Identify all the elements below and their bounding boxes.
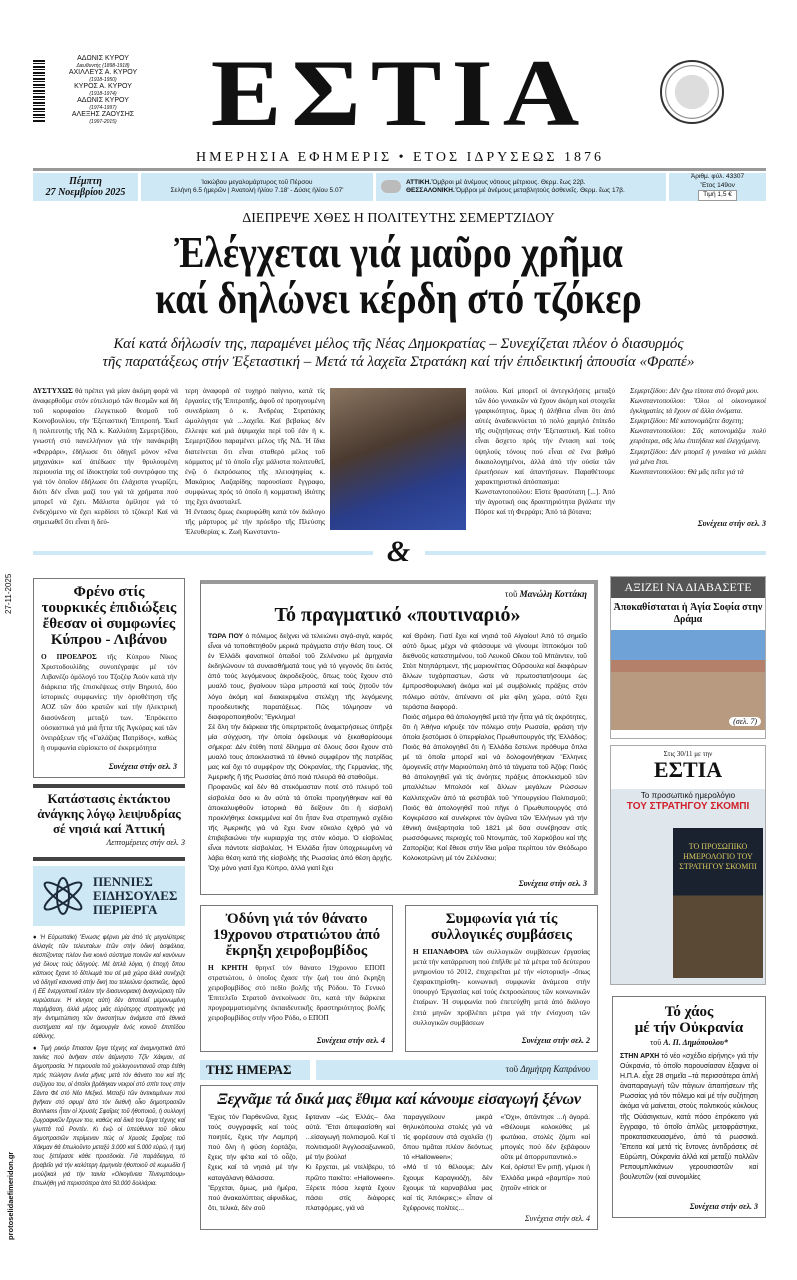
ampersand-separator: & [386,535,411,568]
day-column-article: Ξεχνᾶμε τά δικά μας ἔθιμα καί κάνουμε εἰσαγωγή ξένων Ἔχεις τόν Παρθενῶνα, ἔχεις τούς συγγραφεῖς καί τούς ποιητές, ἔχεις τήν Λαμπρή πού ὅλη ἡ φύση ἑορτάζει, ἔχεις τήν φέτα καί τό οὖζο, ἔχεις καί τά νησιά μέ τήν καταγάλανη θάλασσα. Ἔρχεται, ὅμως, μιά ἡμέρα, πού ἀνακαλύπτεις αἰφνιδίως, ὅτι, τελικά, δέν σοῦ ἔφταναν –ὡς Ἑλλάς– ὅλα αὐτά. Ἔτσι ἀπεφασίσθη καί ...εἰσαγωγή πολιτισμοῦ. Καί τί πολιτισμοῦ! Ἀγγλοσαξωνικοῦ, μέ τήν βούλα! Κι ἔρχεται, μέ ντελίβερυ, τό πρῶτο πακέτο: «Halloween». Ξέρετε πόσα λεφτά ἔχουν πάσει στίς διάφορες πλατφόρμες, γιά νά παραγγείλουν μικρά θηλυκόπουλα στολές γιά νά τίς φορέσουν στά σχολεῖα (!) ὅπου τιμᾶται πλέον δεόντως τό «Halloween»; «Μά τί τό θέλουμε; Δέν ἔχουμε Καραγκιόζη, δέν ἔχουμε τά καρναβάλια μας καί τίς Ἀπόκριες;» εἶπαν οἱ ἔχέφρονες πολίτες... «Ὄχι», ἀπάντησε ...ἡ ἀγορά. «Θέλουμε κολοκύθες μέ φωτάκια, στολές ζόμπι καί μπογιές πού δέν ξεβάφουν οὔτε μέ ἀπορρυπαντικό.» Καί, ὁρίστε! Ἐν ριπῇ, γέμισε ἡ Ἑλλάδα μικρά «βαμπίρ» πού ζητοῦν «trick or Συνέχεια στήν σελ. 4 [200,1085,598,1230]
book-cover: ΤΟ ΠΡΟΣΩΠΙΚΟ ΗΜΕΡΟΛΟΓΙΟ ΤΟΥ ΣΤΡΑΤΗΓΟΥ ΣΚΟΜΠΙ [673,828,763,978]
kottakis-article: τοῦ Μανώλη Κοττάκη Τό πραγματικό «πουτιναριό» ΤΩΡΑ ΠΟΥ ὁ πόλεμος δείχνει νά τελειώνει σιγά-σιγά, καιρός εἶναι νά τοποθετηθοῦν μερικά πράγματα στήν θέση τους. Οἱ ἐν Ἑλλάδι φανατικοί ὀπαδοί τοῦ Ζελένσκυ μέ ἀμηχανία ἐκδηλώνουν τά συναισθήματά τους γιά τό γεγονός ὅτι ἐκτός ἀπό τούς λεγόμενους ἀκροδεξιούς, ὅπως τούς ἔχουν στό μυαλό τους, βγαίνουν τώρα μπροστά καί τούς ζητοῦν τόν λόγο ἀκόμη καί διακεκριμένα στελέχη τῆς λεγόμενης προοδευτικῆς παρατάξεως. Πῶς τόλμησαν νά διαφοροποιηθοῦν; Ἔγκλημα! Σέ ὅλη τήν διάρκεια τῆς ὑπερτριετοῦς ἀναμετρήσεως ὑπῆρξε μία σύγχυση, τήν ὁποία ὀφείλουμε νά ξεκαθαρίσουμε σήμερα: Δέν ἐτέθη ποτέ δίλημμα σέ ὅλους ὅσοι ἔχουν στό μυαλό τους ἀποκλειστικά τό ἐθνικό συμφέρον τῆς πατρίδας μας καί ὄχι τό συμφέρον τῆς Οὐκρανίας, τῆς Γερμανίας, τῆς Ἀμερικῆς ἤ τῆς Ρωσσίας ἀπό ποιά πλευρά θά σταθοῦμε. Προφανῶς καί δέν θά στεκόμασταν ποτέ στό πλευρό τοῦ εἰσβολέα ὅσο κι ἄν αὐτά τά ὁποῖα προηγήθηκαν καί θά ἀποκαλυφθοῦν ἱστορικά θά δείξουν ὅτι ἡ εἰσβολή προκλήθηκε ἐσκεμμένα καί ὅτι ἦταν ἕνα στρατηγικό σχέδιο τῆς Ἀμερικῆς γιά νά ἔχει ἕναν εὔκολο ἐχθρό γιά νά ἐπιβεβαιώνει τήν κυριαρχία της στόν κόσμο. Ὁ εἰσβολέας εἶναι πάντοτε εἰσβολέας. Ἡ Ἑλλάδα ἦταν ὑποχρεωμένη νά λάβει θέση κατά τῆς εἰσβολῆς τῆς Ρωσσίας ἀπό θέση ἀρχῆς. Ὄχι μόνο γιατί ἔχει Κύπρο, ἀλλά γιατί ἔχει καί Θράκη. Γιατί ἔχει καί νησιά τοῦ Αἰγαίου! Ἀπό τό σημεῖο αὐτό ὅμως μέχρι νά φτάσουμε νά γίνουμε ἱπποκόμοι τοῦ διεθνοῦς κατεστημένου, τοῦ Λευκοῦ Οἴκου τοῦ Μπάιντεν, τοῦ Στέιτ Ντηπάρτμεντ, τῆς μαριονέττας Οὔρσουλα καί διαφόρων ἄλλων τυχάρπαστων, ὥστε νά πρωτοστατήσουμε ὡς ἐμπροσθοφυλακή ἀκόμα καί μέ συμβολικές πράξεις στόν πόλεμο αὐτόν, ἀπέναντι σέ μία φίλη χώρα, αὐτό ἔχει τεράστια διαφορά. Ποιός σήμερα θά ἀπολογηθεῖ μετά τήν ἧττα γιά τίς ἀκρότητες, ὅτι ἡ Ἀθήνα κήρυξε τόν πόλεμο στήν Ρωσσία, φράση τήν ὁποία ξεστόμισε ὁ ὑπερφίαλος Πρωθυπουργός τῆς Ἑλλάδος; Ποιός θά ἀπολογηθεῖ ὅτι ἡ Ἑλλάδα ἔστελνε πρόθυμα ὅπλα μέ τά ὁποῖα μπορεῖ καί νά δολοφονήθηκαν Ἕλληνες ὁμογενεῖς στήν Μαριούπολη ἀπό τά τάγματα τοῦ Ἀζόφ; Ποιός θά ἀπολογηθεῖ γιά τίς ἀνόητες πράξεις ἀποκλεισμοῦ τῶν μπαλλέτων Μπολσόι καί ἄλλων μεγάλων Ρώσσων Καλλιτεχνῶν ἀπό τά φεστιβάλ τοῦ Ὑπουργείου Πολιτισμοῦ; Ποιός θά ἀπολογηθεῖ πού πῆγε ὁ Πρωθυπουργός στό Κογκρέσσο καί συνέκρινε τόν ἀγῶνα τῶν Ἑλλήνων γιά τήν ἐθνική ἀνεξαρτησία τοῦ 1821 μέ ὅσα συνέβησαν στίς ρωσσόφωνες περιοχές τοῦ Ντονμπάς, τοῦ Χαρκόβου καί τῆς Ζαπορίζια; Καί ἔθεσε στήν ἴδια μοῖρα περίπου τόν Θεόδωρο Κολοκοτρώνη μέ τόν Ζελένσκυ; Συνέχεια στήν σελ. 3 [200,580,598,895]
barcode [33,60,45,122]
cyprus-article: Φρένο στίς τουρκικές ἐπιδιώξεις ἔθεσαν οἱ συμφωνίες Κύπρου - Λιβάνου Ο ΠΡΟΕΔΡΟΣ τῆς Κύπρου Νίκος Χριστοδουλίδης συνυπέγραψε μέ τόν Λιβανέζο ὁμόλογό του Τζοζέφ Ἀούν κατά τήν διάρκεια τῆς ἐπισκέψεως στήν Βηρυτό, δύο ἱστορικές συμφωνίες: τήν ὁριοθέτηση τῆς ΑΟΖ τῶν δύο κρατῶν καί τήν ἠλεκτρική διασύνδεση μεταξύ των. Ἐπρόκειτο οὐσιαστικά γιά μιά ἧττα τῆς Ἀγκύρας καί τῶν ὀνειράξεων τῆς «Γαλάζιας Πατρίδος», καθώς ἡ συμφωνία εὑρίσκετο σέ ἐκκρεμότητα Συνέχεια στήν σελ. 3 [33,578,185,778]
saint-of-day: Ἰακώβου μεγαλομάρτυρος τοῦ Πέρσου Σελήνη 6.5 ἡμερῶν | Ἀνατολή ἡλίου 7.18' - Δύσις ἡλίου 5.07' [141,173,373,201]
price: Τιμή 1,5 € [698,190,737,201]
issue-info: Ἀριθμ. φύλ. 43307 Ἔτος 149ον Τιμή 1,5 € [669,173,766,201]
newspaper-title: ΕΣΤΙΑ [210,40,590,146]
lead-col-1: ΔΥΣΤΥΧΩΣ θά πρέπει γιά μίαν ἀκόμη φορά νά ἀναφερθοῦμε στόν εὐτελισμό τῶν θεσμῶν καί δή τοῦ κορυφαίου ἐλεγκτικοῦ θεσμοῦ τοῦ Κοινοβουλίου, τήν Ἐξεταστική Ἐπιτροπή. Ἐκεῖ ἡ πολιτευτής τῆς ΝΔ κ. Καλλιόπη Σεμερτζίδου, γνωστή στό πανελλήνιον γιά τήν πανάκριβη «Φερράρι», ἐδήλωσε ὅτι ὁδηγεῖ μόνον «ἕνα μηχανάκι» καί ἀπέδωσε τήν θρυλουμένη περιουσία της σέ ἰδιοκτησία τοῦ συντρόφου της γιά τόν ὁποῖον ἐδήλωσε ὅτι ἐλάχιστα γνωρίζει, διότι δέν εἶναι μαζί του γιά τά χρήματα πού μπορεῖ νά ἔχει. Μάλιστα ὁμίλησε γιά τό ἐνδεχόμενο νά ἔχει κερδίσει τό τζόκερ! Καί νά σημειωθεῖ ὅτι εἶναι ἡ δεύ- [33,386,178,527]
book-promo[interactable]: Στις 30/11 με την ΕΣΤΙΑ Το προσωπικό ημερολόγιο ΤΟΥ ΣΤΡΑΤΗΓΟΥ ΣΚΟΜΠΙ ΤΟ ΠΡΟΣΩΠΙΚΟ ΗΜΕΡΟΛΟΓΙΟ ΤΟΥ ΣΤΡΑΤΗΓΟΥ ΣΚΟΜΠΙ [610,745,766,985]
day-column-continued-link[interactable]: Συνέχεια στήν σελ. 4 [524,1214,590,1223]
ornament-icon [39,876,87,916]
weather: ΑΤΤΙΚΗ.Ὄμβροι μέ ἀνέμους νότιους μέτριους. Θερμ. ἕως 22β. ΘΕΣΣΑΛΟΝΙΚΗ.Ὄμβροι μέ ἀνέμους μεταβλητούς ἀσθενεῖς. Θερμ. ἕως 17β. [376,173,666,201]
lead-col-4: Σεμερτζίδου: Δέν ἔχω τίποτα στό ὄνομά μου. Κωνσταντοπούλου: Ὅλοι οἱ οἰκονομικοί ἐγκληματίες τά ἔχουν σέ ἄλλα ὀνόματα. Σεμερτζίδου: Μέ κατονομάζετε ἄσχετη; Κωνσταντοπούλου: Σᾶς κατονομάζω πολύ χειρότερα, σᾶς λέω ἐπιτήδεια καί ἐλεγχόμενη. Σεμερτζίδου: Δέν μπορεῖ ἡ γυναίκα νά μιλάει γιά μένα ἔτσι. Κωνσταντοπούλου: Θά μᾶς πεῖτε γιά τά [630,386,766,476]
info-bar [33,173,766,201]
ukraine-article: Τό χάος μέ τήν Οὐκρανία τοῦ Α. Π. Δημόπουλου* ΣΤΗΝ ΑΡΧΗ τό νέο «σχέδιο εἰρήνης» γιά τήν Οὐκρανία, τό ὁποῖο παρουσίασαν ἐξαφνα οἱ Η.Π.Α. εἶχε 28 σημεῖα –τά περισσότερα ἁπλή ἀναπαραγωγή τῶν πάγιων ἀπαιτήσεων τῆς Ρωσσίας γιά τόν πόλεμο καί μέ τήν συζήτηση ἀκόμα νά μαίνεται, στούς πολιτικούς κύκλους τῆς Οὐάσιγκτων, κατά πόσο ἐπρόκειτο γιά ἔγγραφο, τό ὁποῖο ἁπλῶς μεταφράστηκε, προκατασκευασμένο, ἀπό τά ρωσσικά. Ἔπειτα καί μετά τίς ἔντονες ἀντιδράσεις σέ Εὐρώπη, Οὐκρανία ἀλλά καί μεταξύ πολλῶν Ρεπουμπλικάνων γερουσιαστῶν καί βουλευτῶν (καί συνομιλίες Συνέχεια στήν σελ. 3 [612,996,766,1218]
watermark: protoselidaefimeridon.gr [6,1151,15,1240]
lead-subhead: Καί κατά δήλωσίν της, παραμένει μέλος τῆς Νέας Δημοκρατίας – Συνεχίζεται πλέον ὁ διασυρμός τῆς παρατάξεως στήν Ἐξεταστική – Μετά τά λαχεῖα Στρατάκη καί τήν ἐπιδεικτική ἀπουσία «Φραπέ» [102,336,695,370]
divider [33,857,185,861]
pennies-items: ● Ἡ Εὐρωπαϊκή Ἕνωσις φέρνει μία ἀπό τίς μεγαλύτερες ἀλλαγές τῶν τελευταίων ἐτῶν στήν ὁδική ἀσφάλεια, θεσπίζοντας πλέον ἕνα κοινό σύστημα ποινῶν καί κανόνων γιά ὅλους τούς ὁδηγούς. Μέ ἁπλά λόγια, ἡ ἐποχή ὅπου κάποιος ἔχανε τό δίπλωμά του σέ μιά χώρα ἀλλά συνέχιζε νά ὁδηγεῖ κανονικά στήν δική του τελειώνει ὁριστικῶς, ἀφοῦ ἡ ΕΕ ἐνεργοποιεῖ πλέον τήν διασυνοριακή ἀναγνώριση τῶν κυρώσεων. Ἡ κίνησις αὐτή δέν ἀποτελεῖ μεμονωμένη παρέμβαση, ἀλλά μέρος μιᾶς εὐρύτερης στρατηγικῆς γιά τήν ἀντιμετώπιση τῶν ἀνισοτήτων ἀνάμεσα στά ἐθνικά συστήματα καί τήν δημιουργία ἑνός κοινοῦ ἐπιπέδου εὐθύνης. ● Τιμή ρεκόρ ἔπιασαν ἔργα τέχνης καί ἀναμνηστικά ἀπό ταινίες πού ἀνῆκαν στόν ἀείμνηστο Τζῖν Χάκμαν, σέ δημοπρασία. Ἡ περιουσία τοῦ χολλυγουντιανοῦ σταρ ἐτέθη πρός πώλησιν ἐννέα μῆνες μετά τόν θάνατο του καί τῆς συζύγου του, οἱ ὁποῖοι βρέθηκαν νεκροί στό σπίτι τους στήν Σάντα Φέ στό Νέο Μεξικό. Μεταξύ τῶν ἀντικειμένων πού βγῆκαν στό σφυρί ἀπό τόν διεθνῆ οἶκο δημοπρασιῶν Bonhams ἦταν οἱ Χρυσές Σφαῖρες τοῦ ἠθοποιοῦ, ἡ συλλογή ζωγραφικῶν ἔργων του, καθώς καί δικά του ἔργα τέχνης καί γλυπτά τοῦ Ροντέν. Κι ἐνῷ οἱ ὑπεύθυνοι τοῦ οἴκου δημοπρασιῶν περίμεναν πώς οἱ Χρυσές Σφαῖρες τοῦ Χάκμαν θά ἐπωλοῦντο μεταξύ 3.000 καί 5.000 εὐρώ, ἡ τιμή τους ξεπέρασε κάθε προσδοκία. Γιά παράδειγμα, τό βραβεῖο γιά τήν καλύτερη ἑρμηνεία ἠθοποιοῦ σέ κωμωδία ἤ μιούζικαλ γιά τήν ταινία «Οἰκογένεια Τένενμπάουμ» ἐπωλήθη γιά περισσότερα ἀπό 50.000 δολλάρια. [33,934,186,1187]
lead-headline: Ἐλέγχεται γιά μαῦρο χρῆμα καί δηλώνει κέρδη στό τζόκερ [155,228,642,323]
divider [33,168,766,171]
tagline: ΗΜΕΡΗΣΙΑ ΕΦΗΜΕΡΙΣ • ΕΤΟΣ ΙΔΡΥΣΕΩΣ 1876 [196,150,604,165]
lead-continued-link[interactable]: Συνέχεια στήν σελ. 3 [697,519,766,528]
divider [33,784,185,788]
day-column-header: ΤΗΣ ΗΜΕΡΑΣ τοῦ Δημήτρη Καπράνου [200,1060,598,1080]
drought-article: Κατάστασις ἐκτάκτου ἀνάγκης λόγῳ λειψυδρίας σέ νησιά καί Ἀττική Λεπτομέρειες στήν σελ. 3 [37,791,185,847]
rain-cloud-icon [381,180,401,193]
lead-kicker: ΔΙΕΠΡΕΨΕ ΧΘΕΣ Η ΠΟΛΙΤΕΥΤΗΣ ΣΕΜΕΡΤΖΙΔΟΥ [242,211,555,226]
lead-col-2: τερη ἀναφορά σέ τυχηρό παίγνιο, κατά τίς ἐργασίες τῆς Ἐπιτροπῆς, ἀφοῦ σέ προηγουμένη συνεδρίαση ὁ κ. Ἀνδρέας Στρατάκης ὡμολόγησε γιά ...λαχεῖα. Καί βεβαίως δέν ἔλλειψε καί μιά ἀψιμαχία περί τοῦ ἐάν ἡ κ. Σεμερτζίδου παραμένει μέλος τῆς ΝΔ. Ἡ ἴδια διατείνεται ὅτι εἶναι σταθερό μέλος τοῦ κόμματος μέ τό ὁποῖο εἶχε μάλιστα πολιτευθεῖ, ἐνῷ ὁ ἐκπρόσωπος τῆς πλειοψηφίας κ. Μακάριος Λαζαρίδης παρουσίασε ἔγγραφο, συμφώνως πρός τό ὁποῖο ἡ κομματική ἰδιότης της ἔχει ἀνασταλεῖ. Ἡ ἔντασις ὅμως ἐκορυφώθη κατά τόν διάλογο τῆς μάρτυρος μέ τήν πρόεδρο τῆς Πλεύσης Ἐλευθερίας κ. Ζωή Κωνσταντο- [185,386,325,537]
church-photo: (σελ. 7) [611,630,765,730]
issue-date: Πέμπτη 27 Νοεμβρίου 2025 [33,173,138,201]
lead-photo [330,388,466,530]
seal-logo [660,60,724,124]
contracts-article: Συμφωνία γιά τίς συλλογικές συμβάσεις Η ΕΠΑΝΑΦΟΡΑ τῶν συλλογικῶν συμβάσεων ἐργασίας μετά τήν κατάρρευση πού ἐπῆλθε μέ τά μέτρα τοῦ δεύτερου μνημονίου τό 2012, ἐπιχειρεῖται μέ τήν «ἱστορική» -ὅπως ἐχαρακτηρίσθη- κοινωνική συμφωνία ἀνάμεσα στήν ὑπουργό Ἐργασίας καί τούς ἐκπροσώπους τῶν κοινωνικῶν ἑταίρων. Ἡ συμφωνία πού ἐπετεύχθη μετά ἀπό διάλογο ἑπτά μηνῶν προβλέπει μέτρα γιά τήν ἐνίσχυση τῶν συλλογικῶν συμβάσεων Συνέχεια στήν σελ. 2 [405,905,598,1052]
founders-list: ΑΔΩΝΙΣ ΚΥΡΟΥ Διευθυντής (1898-1918) ΑΧΙΛΛΕΥΣ Α. ΚΥΡΟΥ (1918-1950) ΚΥΡΟΣ Α. ΚΥΡΟΥ (1918-1974) ΑΔΩΝΙΣ ΚΥΡΟΥ (1974-1997) ΑΛΕΞΗΣ ΖΑΟΥΣΗΣ (1997-2015) [68,55,138,125]
side-date: 27-11-2025 [4,573,13,614]
pennies-header: ΠΕΝΝΙΕΣ ΕΙΔΗΣΟΥΛΕΣ ΠΕΡΙΕΡΓΑ [33,866,185,926]
must-read-promo[interactable]: ΑΞΙΖΕΙ ΝΑ ΔΙΑΒΑΣΕΤΕ Ἀποκαθίσταται ἡ Ἁγία Σοφία στην Δράμα (σελ. 7) [610,576,766,739]
lead-col-3: πούλου. Καί μπορεῖ οἱ ἀντεγκλήσεις μεταξύ τῶν δύο γυναικῶν νά ἔχουν ἀκόμη καί στοιχεῖα γραφικότητος, ὅμως ἡ ἀλήθεια εἶναι ὅτι ἀπό αὐτές ἀναδεικνύεται τό πολύ χαμηλό ἐπίπεδο τῆς συζητήσεως στήν Ἐξεταστική. Καί τοῦτο εἶναι ἄσχετο πρός τήν ἔνταση καί τούς ὑψηλούς τόνους πού εἶναι σέ ἕνα βαθμό δικαιολογημένοι, ἀλλά ἀπό τήν οὐσία τῶν ἐρωτήσεων καί ἀπαντήσεων. Παραθέτουμε χαρακτηριστικό ἀπόσπασμα: Κωνσταντοπούλου: Εἴστε θρασύτατη [...]. Ἀπό τήν ἀγροτική σας δραστηριότητα βγάλατε τήν Πόρσε καί τή Φερράρι; Ἀπό τά βότανα; [475,386,615,517]
soldier-article: Ὀδύνη γιά τόν θάνατο 19χρονου στρατιώτου ἀπό ἔκρηξη χειροβομβίδος Η ΚΡΗΤΗ θρηνεῖ τόν θάνατο 19χρονου ΕΠΟΠ στρατιώτου, ὁ ὁποῖος ἔχασε τήν ζωή του ἀπό ἔκρηξη χειροβομβίδος στό πεδίο βολῆς τῆς Ρόδου. Τό Γενικό Ἐπιτελεῖο Στρατοῦ ἀνεκοίνωσε ὅτι, κατά τήν διάρκεια προγραμματισμένης ἐκπαιδευτικῆς δραστηριότητος βολῆς χειροβομβίδος στήν νῆσο Ρόδο, ο ΕΠΟΠ Συνέχεια στήν σελ. 4 [200,905,393,1052]
